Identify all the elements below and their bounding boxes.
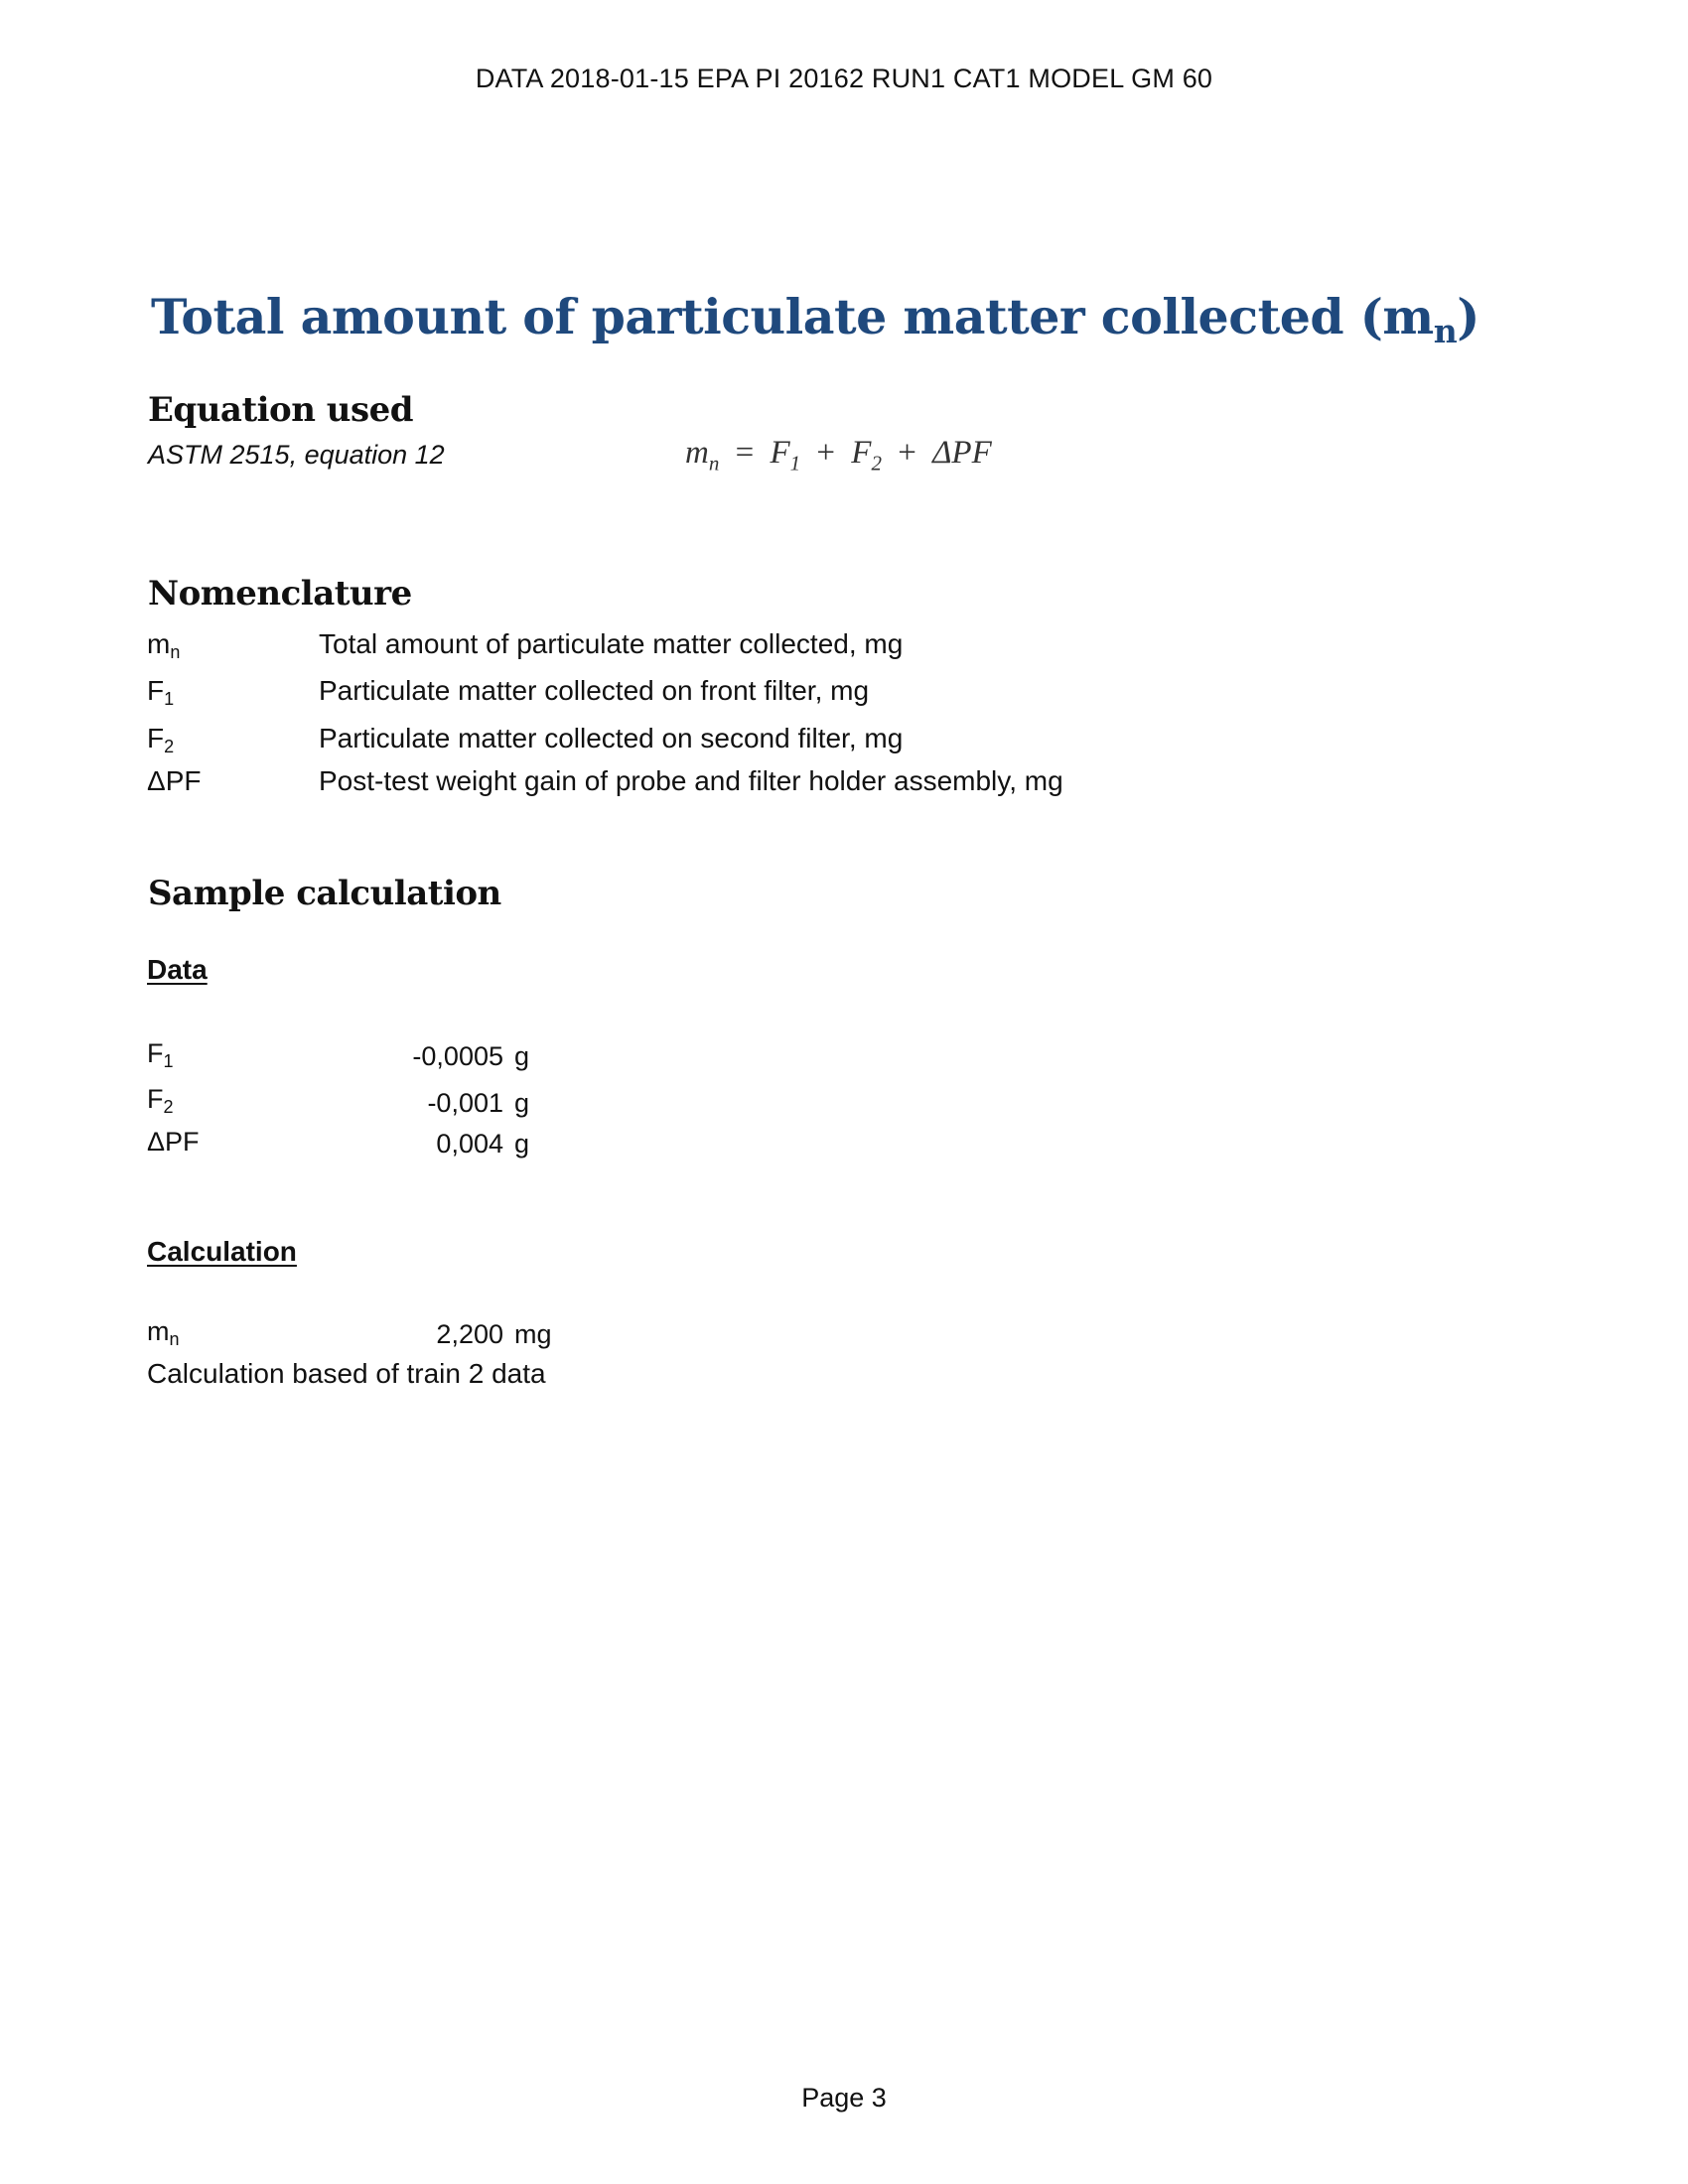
equation-heading: Equation used <box>148 390 414 430</box>
equation-formula <box>685 435 992 477</box>
eq-lhs-sub: n <box>708 451 720 476</box>
page-number: Page 3 <box>801 2083 887 2113</box>
eq-equals: = <box>735 435 755 471</box>
sample-calculation-heading: Sample calculation <box>148 874 501 913</box>
data-value: -0,001 <box>427 1088 503 1118</box>
result-value: 2,200 <box>436 1319 503 1349</box>
nomenclature-symbol: $m_n$ <box>147 628 181 662</box>
eq-term2: F <box>851 435 872 471</box>
data-unit: g <box>514 1129 530 1159</box>
eq-term2-sub: 2 <box>871 451 882 476</box>
equation-reference: ASTM 2515, equation 12 <box>148 440 445 470</box>
nomenclature-description: Total amount of particulate matter collected, mg <box>319 628 904 659</box>
calculation-note: Calculation based of train 2 data <box>147 1358 546 1389</box>
data-symbol: $F_2$ <box>147 1084 174 1117</box>
page-title <box>151 288 1479 350</box>
nomenclature-symbol: $F_1$ <box>147 675 175 709</box>
title-text: Total amount of particulate matter collected (m <box>151 288 1434 345</box>
data-value: -0,0005 <box>412 1041 503 1071</box>
page-header: DATA 2018-01-15 EPA PI 20162 RUN1 CAT1 MODEL GM 60 <box>475 64 1213 93</box>
result-symbol: $m_n$ <box>147 1316 180 1349</box>
data-unit: g <box>514 1041 530 1071</box>
nomenclature-symbol: $F_2$ <box>147 723 175 756</box>
data-value: 0,004 <box>436 1129 503 1159</box>
title-subscript: n <box>1433 312 1458 350</box>
nomenclature-description: Post-test weight gain of probe and filter holder assembly, mg <box>319 765 1063 796</box>
result-unit: mg <box>514 1319 552 1349</box>
calculation-subheading: Calculation <box>147 1236 297 1267</box>
nomenclature-description: Particulate matter collected on second filter, mg <box>319 723 904 753</box>
data-symbol: ΔPF <box>147 1127 200 1157</box>
nomenclature-heading: Nomenclature <box>148 574 412 614</box>
eq-lhs: m <box>685 435 709 471</box>
data-unit: g <box>514 1088 530 1118</box>
title-close-paren: ) <box>1457 288 1479 345</box>
eq-plus2: + <box>898 435 916 471</box>
data-symbol: $F_1$ <box>147 1038 174 1071</box>
eq-term1-sub: 1 <box>789 451 801 476</box>
nomenclature-symbol: ΔPF <box>147 765 202 796</box>
data-subheading: Data <box>147 954 208 985</box>
nomenclature-description: Particulate matter collected on front filter, mg <box>319 675 870 706</box>
eq-term1: F <box>770 435 790 471</box>
eq-plus1: + <box>816 435 836 471</box>
eq-term3: ΔPF <box>932 435 992 471</box>
